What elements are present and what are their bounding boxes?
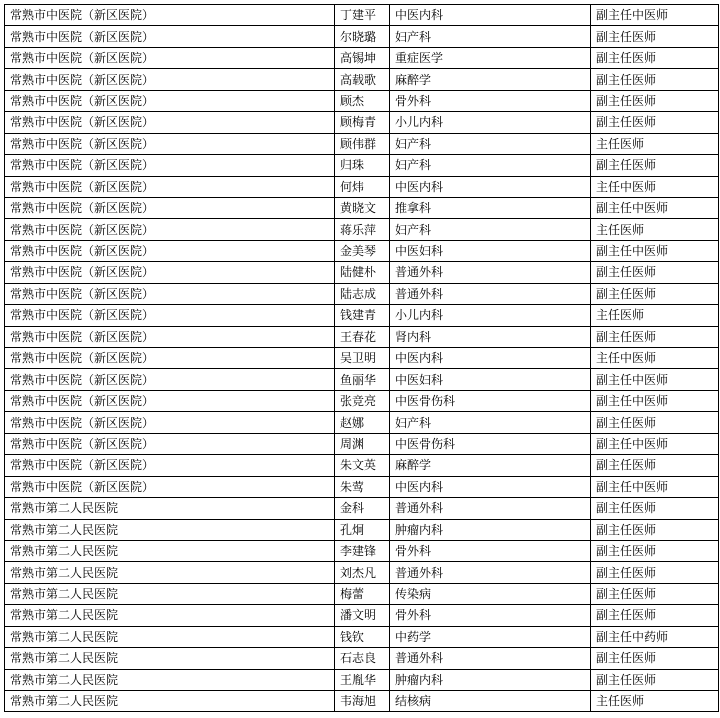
hospital-cell: 常熟市中医院（新区医院） [5, 133, 335, 154]
table-row [5, 605, 719, 626]
table-row [5, 412, 719, 433]
hospital-cell: 常熟市中医院（新区医院） [5, 433, 335, 454]
name-cell: 金美琴 [335, 240, 390, 261]
table-row [5, 90, 719, 111]
name-cell: 王春花 [335, 326, 390, 347]
name-cell: 顾伟群 [335, 133, 390, 154]
department-cell: 麻醉学 [390, 69, 591, 90]
name-cell: 尔晓璐 [335, 26, 390, 47]
title-cell: 副主任中医师 [591, 390, 719, 411]
hospital-cell: 常熟市第二人民医院 [5, 669, 335, 690]
name-cell: 何炜 [335, 176, 390, 197]
department-cell: 中药学 [390, 626, 591, 647]
table-row [5, 476, 719, 497]
hospital-cell: 常熟市中医院（新区医院） [5, 348, 335, 369]
department-cell: 传染病 [390, 583, 591, 604]
title-cell: 副主任中医师 [591, 369, 719, 390]
department-cell: 普通外科 [390, 262, 591, 283]
name-cell: 陆志成 [335, 283, 390, 304]
department-cell: 中医妇科 [390, 240, 591, 261]
hospital-cell: 常熟市中医院（新区医院） [5, 26, 335, 47]
title-cell: 副主任医师 [591, 648, 719, 669]
hospital-cell: 常熟市第二人民医院 [5, 626, 335, 647]
hospital-cell: 常熟市中医院（新区医院） [5, 390, 335, 411]
hospital-cell: 常熟市中医院（新区医院） [5, 155, 335, 176]
name-cell: 石志良 [335, 648, 390, 669]
table-row [5, 626, 719, 647]
hospital-cell: 常熟市第二人民医院 [5, 498, 335, 519]
name-cell: 吴卫明 [335, 348, 390, 369]
name-cell: 赵娜 [335, 412, 390, 433]
department-cell: 中医内科 [390, 5, 591, 26]
hospital-cell: 常熟市中医院（新区医院） [5, 262, 335, 283]
hospital-cell: 常熟市中医院（新区医院） [5, 305, 335, 326]
hospital-cell: 常熟市中医院（新区医院） [5, 5, 335, 26]
department-cell: 骨外科 [390, 90, 591, 111]
name-cell: 潘文明 [335, 605, 390, 626]
department-cell: 妇产科 [390, 26, 591, 47]
name-cell: 丁建平 [335, 5, 390, 26]
table-row [5, 691, 719, 712]
table-row [5, 326, 719, 347]
hospital-cell: 常熟市第二人民医院 [5, 648, 335, 669]
table-row [5, 5, 719, 26]
title-cell: 副主任医师 [591, 26, 719, 47]
title-cell: 主任医师 [591, 133, 719, 154]
table-row [5, 176, 719, 197]
name-cell: 鱼丽华 [335, 369, 390, 390]
department-cell: 中医内科 [390, 176, 591, 197]
hospital-cell: 常熟市第二人民医院 [5, 605, 335, 626]
hospital-cell: 常熟市中医院（新区医院） [5, 176, 335, 197]
department-cell: 妇产科 [390, 412, 591, 433]
title-cell: 副主任医师 [591, 112, 719, 133]
department-cell: 普通外科 [390, 498, 591, 519]
department-cell: 结核病 [390, 691, 591, 712]
department-cell: 妇产科 [390, 219, 591, 240]
table-row [5, 305, 719, 326]
name-cell: 钱钦 [335, 626, 390, 647]
title-cell: 副主任医师 [591, 90, 719, 111]
title-cell: 副主任医师 [591, 519, 719, 540]
table-row [5, 498, 719, 519]
table-row [5, 669, 719, 690]
title-cell: 副主任医师 [591, 455, 719, 476]
title-cell: 副主任医师 [591, 498, 719, 519]
table-row [5, 519, 719, 540]
department-cell: 中医内科 [390, 476, 591, 497]
title-cell: 主任中医师 [591, 348, 719, 369]
hospital-cell: 常熟市第二人民医院 [5, 562, 335, 583]
hospital-cell: 常熟市中医院（新区医院） [5, 197, 335, 218]
name-cell: 顾杰 [335, 90, 390, 111]
table-row [5, 348, 719, 369]
department-cell: 骨外科 [390, 605, 591, 626]
name-cell: 朱莺 [335, 476, 390, 497]
hospital-cell: 常熟市第二人民医院 [5, 540, 335, 561]
title-cell: 副主任医师 [591, 69, 719, 90]
title-cell: 副主任医师 [591, 562, 719, 583]
hospital-cell: 常熟市中医院（新区医院） [5, 240, 335, 261]
title-cell: 副主任中医师 [591, 476, 719, 497]
table-row [5, 219, 719, 240]
name-cell: 高载歌 [335, 69, 390, 90]
title-cell: 副主任中医师 [591, 197, 719, 218]
department-cell: 中医骨伤科 [390, 390, 591, 411]
name-cell: 孔炯 [335, 519, 390, 540]
table-row [5, 369, 719, 390]
department-cell: 肾内科 [390, 326, 591, 347]
name-cell: 钱建青 [335, 305, 390, 326]
name-cell: 顾梅青 [335, 112, 390, 133]
table-row [5, 197, 719, 218]
hospital-cell: 常熟市中医院（新区医院） [5, 476, 335, 497]
hospital-cell: 常熟市中医院（新区医院） [5, 47, 335, 68]
name-cell: 金科 [335, 498, 390, 519]
table-row [5, 26, 719, 47]
title-cell: 副主任医师 [591, 283, 719, 304]
title-cell: 副主任医师 [591, 412, 719, 433]
hospital-cell: 常熟市中医院（新区医院） [5, 455, 335, 476]
name-cell: 归珠 [335, 155, 390, 176]
table-row [5, 648, 719, 669]
table-row [5, 112, 719, 133]
department-cell: 普通外科 [390, 648, 591, 669]
personnel-table [4, 4, 719, 712]
name-cell: 高锡坤 [335, 47, 390, 68]
department-cell: 重症医学 [390, 47, 591, 68]
hospital-cell: 常熟市中医院（新区医院） [5, 90, 335, 111]
department-cell: 小儿内科 [390, 112, 591, 133]
hospital-cell: 常熟市中医院（新区医院） [5, 326, 335, 347]
table-row [5, 540, 719, 561]
title-cell: 副主任医师 [591, 669, 719, 690]
table-row [5, 283, 719, 304]
table-body [5, 5, 719, 712]
table-row [5, 133, 719, 154]
hospital-cell: 常熟市中医院（新区医院） [5, 369, 335, 390]
hospital-cell: 常熟市中医院（新区医院） [5, 412, 335, 433]
table-row [5, 47, 719, 68]
title-cell: 副主任医师 [591, 262, 719, 283]
hospital-cell: 常熟市中医院（新区医院） [5, 283, 335, 304]
table-row [5, 433, 719, 454]
table-row [5, 583, 719, 604]
title-cell: 副主任医师 [591, 583, 719, 604]
department-cell: 骨外科 [390, 540, 591, 561]
table-row [5, 455, 719, 476]
title-cell: 副主任中医师 [591, 433, 719, 454]
name-cell: 朱文英 [335, 455, 390, 476]
name-cell: 周渊 [335, 433, 390, 454]
name-cell: 李建锋 [335, 540, 390, 561]
title-cell: 副主任中药师 [591, 626, 719, 647]
department-cell: 麻醉学 [390, 455, 591, 476]
table-row [5, 155, 719, 176]
title-cell: 主任中医师 [591, 176, 719, 197]
name-cell: 蒋乐萍 [335, 219, 390, 240]
table-row [5, 240, 719, 261]
name-cell: 张竞亮 [335, 390, 390, 411]
name-cell: 黄晓文 [335, 197, 390, 218]
title-cell: 副主任医师 [591, 326, 719, 347]
name-cell: 刘杰凡 [335, 562, 390, 583]
department-cell: 肿瘤内科 [390, 519, 591, 540]
hospital-cell: 常熟市第二人民医院 [5, 583, 335, 604]
title-cell: 副主任中医师 [591, 5, 719, 26]
department-cell: 肿瘤内科 [390, 669, 591, 690]
name-cell: 陆健朴 [335, 262, 390, 283]
department-cell: 妇产科 [390, 155, 591, 176]
department-cell: 小儿内科 [390, 305, 591, 326]
hospital-cell: 常熟市第二人民医院 [5, 691, 335, 712]
title-cell: 副主任中医师 [591, 240, 719, 261]
table-row [5, 390, 719, 411]
table-row [5, 262, 719, 283]
title-cell: 主任医师 [591, 691, 719, 712]
department-cell: 普通外科 [390, 562, 591, 583]
department-cell: 推拿科 [390, 197, 591, 218]
hospital-cell: 常熟市中医院（新区医院） [5, 69, 335, 90]
hospital-cell: 常熟市第二人民医院 [5, 519, 335, 540]
department-cell: 普通外科 [390, 283, 591, 304]
name-cell: 梅蕾 [335, 583, 390, 604]
department-cell: 中医内科 [390, 348, 591, 369]
title-cell: 主任医师 [591, 219, 719, 240]
hospital-cell: 常熟市中医院（新区医院） [5, 112, 335, 133]
table-row [5, 562, 719, 583]
name-cell: 王胤华 [335, 669, 390, 690]
department-cell: 中医妇科 [390, 369, 591, 390]
title-cell: 副主任医师 [591, 155, 719, 176]
table-row [5, 69, 719, 90]
department-cell: 中医骨伤科 [390, 433, 591, 454]
title-cell: 副主任医师 [591, 540, 719, 561]
title-cell: 副主任医师 [591, 47, 719, 68]
name-cell: 韦海旭 [335, 691, 390, 712]
hospital-cell: 常熟市中医院（新区医院） [5, 219, 335, 240]
title-cell: 副主任医师 [591, 605, 719, 626]
title-cell: 主任医师 [591, 305, 719, 326]
department-cell: 妇产科 [390, 133, 591, 154]
